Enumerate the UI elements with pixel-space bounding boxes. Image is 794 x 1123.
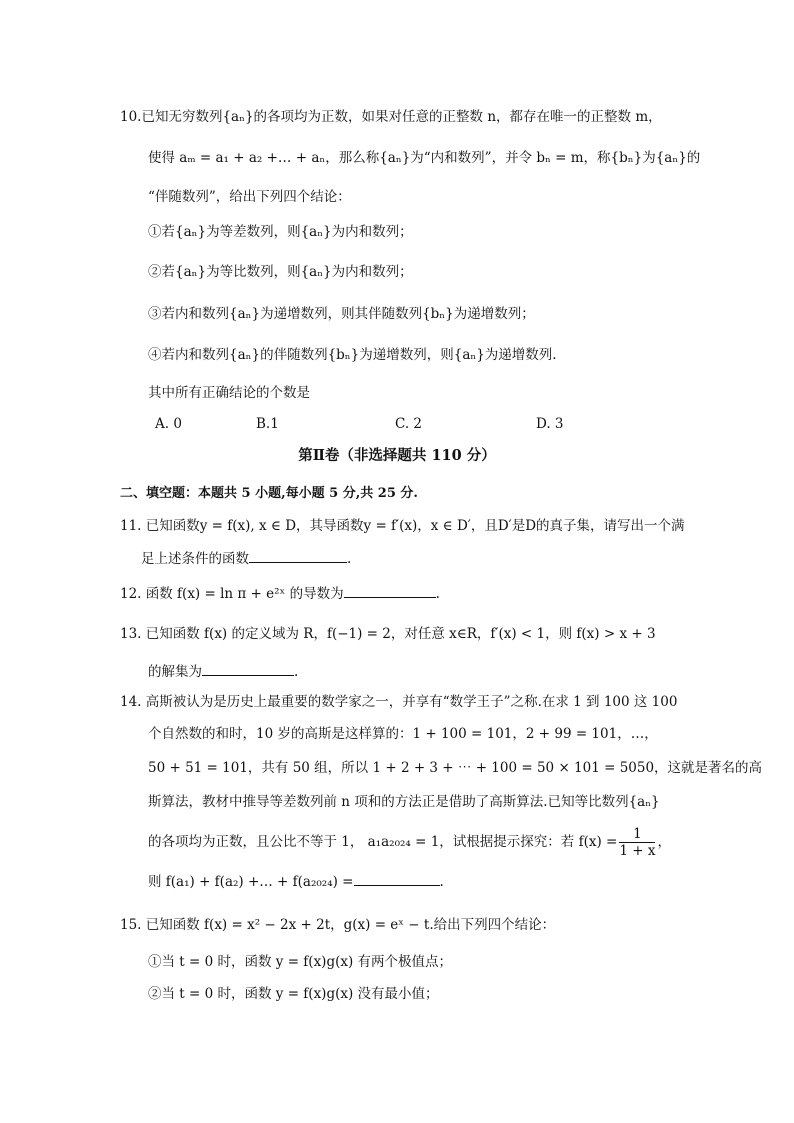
- q14-fraction-denominator: 1 + x: [619, 843, 656, 859]
- q13-line2-prefix: 的解集为: [148, 664, 202, 680]
- q12-suffix: .: [435, 586, 440, 602]
- q14-line5: [148, 824, 671, 860]
- part2-title: 第Ⅱ卷（非选择题共 110 分）: [298, 447, 496, 464]
- q14-line6-suffix: .: [439, 874, 444, 890]
- q10-line1: 10.已知无穷数列{aₙ}的各项均为正数，如果对任意的正整数 n，都存在唯一的正整数 m，: [120, 109, 662, 125]
- q14-line3: 50 + 51 = 101，共有 50 组，所以 1 + 2 + 3 + ⋯ + 100 = 50 × 101 = 5050，这就是著名的高: [148, 760, 763, 776]
- q14-line1: 14. 高斯被认为是历史上最重要的数学家之一，并享有“数学王子”之称.在求 1 到 100 这 100: [120, 694, 678, 710]
- q13-answer-blank[interactable]: [202, 661, 294, 676]
- q13-line2: [148, 661, 298, 682]
- q10-option-b: B.1: [256, 416, 279, 432]
- q11-line2: [141, 548, 351, 569]
- q13-line1: 13. 已知函数 f(x) 的定义域为 R，f(−1) = 2，对任意 x∈R，f′(x) < 1，则 f(x) > x + 3: [120, 626, 656, 642]
- q12-line: [120, 583, 440, 604]
- q14-line5-suffix: ，: [657, 834, 671, 850]
- q13-line2-suffix: .: [294, 664, 299, 680]
- q11-line1: 11. 已知函数y = f(x), x ∈ D，其导函数y = f′(x)，x ∈ D′，且D′是D的真子集，请写出一个满: [120, 518, 685, 534]
- q10-prompt: 其中所有正确结论的个数是: [148, 385, 310, 401]
- q14-fraction: [619, 826, 655, 859]
- q11-line2-prefix: 足上述条件的函数: [141, 551, 249, 567]
- q14-fraction-numerator: 1: [619, 826, 655, 843]
- q12-answer-blank[interactable]: [344, 583, 436, 598]
- q10-statement-2: ②若{aₙ}为等比数列，则{aₙ}为内和数列；: [148, 264, 413, 280]
- q10-option-d: D. 3: [536, 416, 564, 432]
- q10-option-a: A. 0: [155, 416, 182, 432]
- q10-line3: “伴随数列”，给出下列四个结论：: [148, 189, 351, 205]
- q15-statement-1: ①当 t = 0 时，函数 y = f(x)g(x) 有两个极值点；: [148, 954, 453, 970]
- section2-heading: 二、填空题：本题共 5 小题,每小题 5 分,共 25 分.: [120, 486, 418, 501]
- q12-prefix: 12. 函数 f(x) = ln π + e²ˣ 的导数为: [120, 586, 344, 602]
- q14-line4: 斯算法，教材中推导等差数列前 n 项和的方法正是借助了高斯算法.已知等比数列{aₙ}: [148, 794, 660, 810]
- q11-answer-blank[interactable]: [249, 548, 347, 563]
- q10-line2: 使得 aₘ = a₁ + a₂ +… + aₙ，那么称{aₙ}为“内和数列”，并令 bₙ = m，称{bₙ}为{aₙ}的: [148, 150, 701, 166]
- q10-statement-4: ④若内和数列{aₙ}的伴随数列{bₙ}为递增数列，则{aₙ}为递增数列.: [148, 347, 557, 363]
- q10-statement-3: ③若内和数列{aₙ}为递增数列，则其伴随数列{bₙ}为递增数列；: [148, 306, 535, 322]
- q10-statement-1: ①若{aₙ}为等差数列，则{aₙ}为内和数列；: [148, 224, 413, 240]
- q15-statement-2: ②当 t = 0 时，函数 y = f(x)g(x) 没有最小值；: [148, 986, 439, 1002]
- q14-answer-blank[interactable]: [354, 871, 440, 886]
- q14-line6-prefix: 则 f(a₁) + f(a₂) +… + f(a₂₀₂₄) =: [148, 874, 354, 890]
- q10-option-c: C. 2: [395, 416, 423, 432]
- q11-line2-suffix: .: [347, 551, 352, 567]
- q14-line5-prefix: 的各项均为正数，且公比不等于 1， a₁a₂₀₂₄ = 1，试根据提示探究：若 f(x) =: [148, 834, 618, 850]
- q15-line1: 15. 已知函数 f(x) = x² − 2x + 2t，g(x) = eˣ − t.给出下列四个结论：: [120, 917, 556, 933]
- q14-line2: 个自然数的和时，10 岁的高斯是这样算的：1 + 100 = 101，2 + 99 = 101，…，: [148, 726, 658, 742]
- q14-line6: [148, 871, 444, 892]
